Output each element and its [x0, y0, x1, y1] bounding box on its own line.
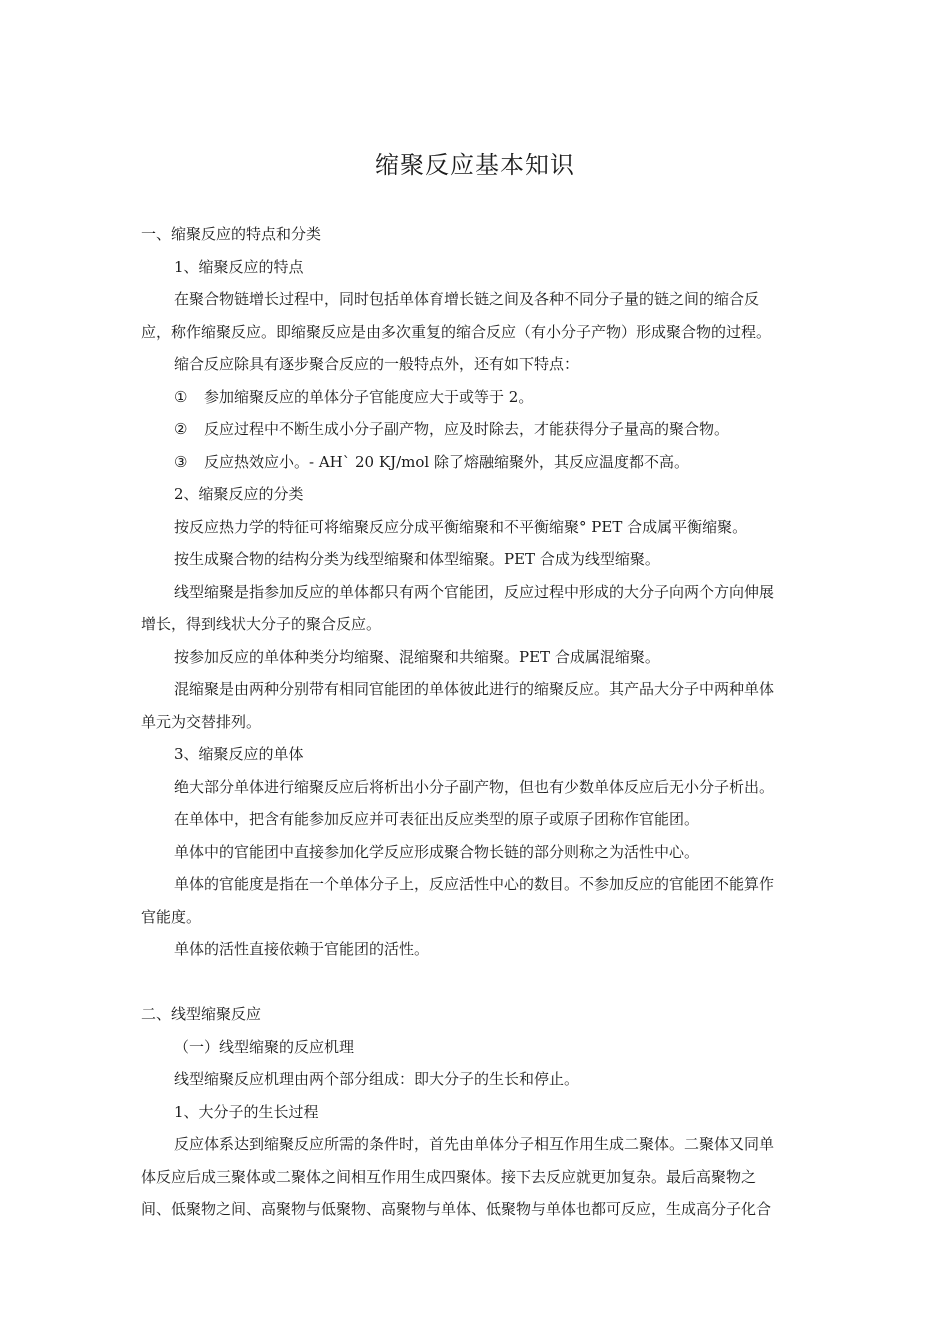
paragraph-line: 缩合反应除具有逐步聚合反应的一般特点外，还有如下特点：: [174, 355, 580, 373]
list-marker: ①: [174, 387, 188, 406]
document-title: 缩聚反应基本知识: [375, 151, 575, 179]
blank-line: [141, 966, 815, 999]
paragraph-line: 单体的活性直接依赖于官能团的活性。: [174, 940, 430, 958]
paragraph-line: 体反应后成三聚体或二聚体之间相互作用生成四聚体。接下去反应就更加复杂。最后高聚物之: [141, 1167, 757, 1186]
paragraph-line: 按生成聚合物的结构分类为线型缩聚和体型缩聚。PET 合成为线型缩聚。: [174, 550, 660, 568]
subsection-heading: 1、大分子的生长过程: [174, 1102, 319, 1121]
paragraph-line: 反应体系达到缩聚反应所需的条件时，首先由单体分子相互作用生成二聚体。二聚体又同单: [174, 1135, 775, 1153]
paragraph-line: 间、低聚物之间、高聚物与低聚物、高聚物与单体、低聚物与单体也都可反应，生成高分子化合: [141, 1200, 772, 1218]
list-item-text: 参加缩聚反应的单体分子官能度应大于或等于 2。: [204, 387, 534, 406]
list-item: [141, 413, 815, 446]
paragraph-line: 应，称作缩聚反应。即缩聚反应是由多次重复的缩合反应（有小分子产物）形成聚合物的过程。: [141, 322, 772, 341]
paragraph-line: 线型缩聚反应机理由两个部分组成：即大分子的生长和停止。: [174, 1070, 580, 1088]
list-item-text: 反应热效应小。- AH` 20 KJ/mol 除了熔融缩聚外，其反应温度都不高。: [204, 452, 689, 471]
paragraph-line: 单元为交替排列。: [141, 712, 262, 731]
subsection-heading: 1、缩聚反应的特点: [174, 257, 304, 276]
paragraph-line: 单体的官能度是指在一个单体分子上，反应活性中心的数目。不参加反应的官能团不能算作: [174, 875, 775, 893]
list-item: [141, 446, 815, 479]
paragraph-line: 增长，得到线状大分子的聚合反应。: [141, 615, 382, 633]
paragraph-line: 在聚合物链增长过程中，同时包括单体育增长链之间及各种不同分子量的链之间的缩合反: [174, 290, 760, 308]
subsection-heading: 2、缩聚反应的分类: [174, 485, 304, 503]
paragraph-line: 线型缩聚是指参加反应的单体都只有两个官能团，反应过程中形成的大分子向两个方向伸展: [174, 582, 775, 601]
document-body: [141, 218, 815, 1226]
subsection-heading: （一）线型缩聚的反应机理: [174, 1037, 355, 1056]
paragraph-line: 官能度。: [141, 907, 202, 926]
list-item-text: 反应过程中不断生成小分子副产物，应及时除去，才能获得分子量高的聚合物。: [204, 420, 730, 438]
list-item: [141, 381, 815, 414]
section-heading: 一、缩聚反应的特点和分类: [141, 225, 322, 243]
section-heading: 二、线型缩聚反应: [141, 1005, 262, 1023]
paragraph-line: 单体中的官能团中直接参加化学反应形成聚合物长链的部分则称之为活性中心。: [174, 842, 700, 861]
list-marker: ②: [174, 420, 188, 438]
paragraph-line: 按反应热力学的特征可将缩聚反应分成平衡缩聚和不平衡缩聚° PET 合成属平衡缩聚。: [174, 517, 748, 536]
paragraph-line: 绝大部分单体进行缩聚反应后将析出小分子副产物，但也有少数单体反应后无小分子析出。: [174, 777, 775, 796]
list-marker: ③: [174, 452, 188, 471]
subsection-heading: 3、缩聚反应的单体: [174, 745, 304, 763]
paragraph-line: 按参加反应的单体种类分均缩聚、混缩聚和共缩聚。PET 合成属混缩聚。: [174, 647, 660, 666]
paragraph-line: 在单体中，把含有能参加反应并可表征出反应类型的原子或原子团称作官能团。: [174, 810, 700, 828]
paragraph-line: 混缩聚是由两种分别带有相同官能团的单体彼此进行的缩聚反应。其产品大分子中两种单体: [174, 680, 775, 698]
